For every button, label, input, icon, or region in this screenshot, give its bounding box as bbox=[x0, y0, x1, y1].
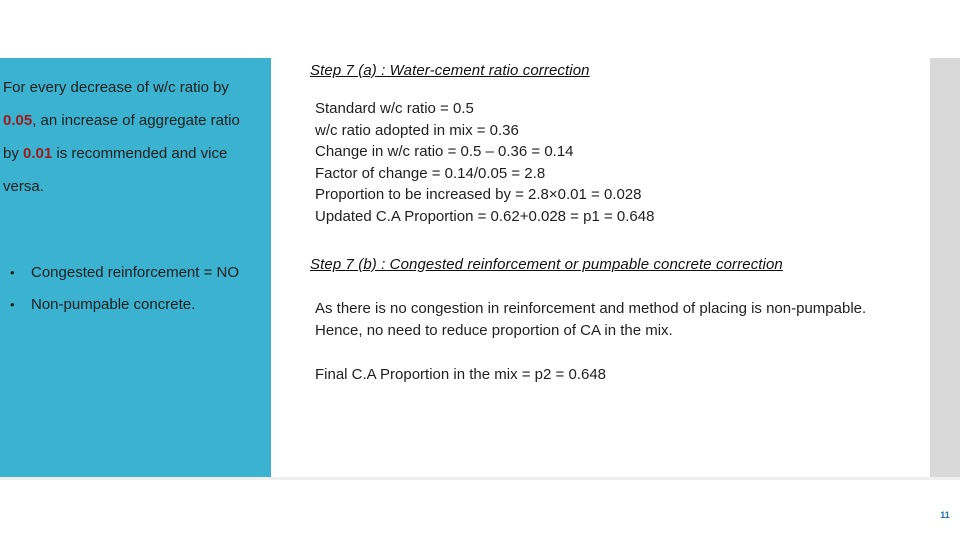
calc-line: Factor of change = 0.14/0.05 = 2.8 bbox=[315, 164, 546, 182]
bullet-text: Congested reinforcement = NO bbox=[31, 264, 240, 281]
calc-line: w/c ratio adopted in mix = 0.36 bbox=[315, 121, 519, 139]
step-7a-calculation bbox=[315, 98, 915, 228]
step-7a-heading: Step 7 (a) : Water-cement ratio correction bbox=[310, 62, 590, 79]
rule-text-line-2 bbox=[3, 111, 269, 131]
rule-text-part: For every decrease of w/c ratio by bbox=[3, 79, 229, 96]
bullet-icon: • bbox=[10, 297, 15, 312]
page-number: 11 bbox=[940, 510, 950, 520]
bullet-item bbox=[10, 294, 272, 326]
rule-text-part: is recommended and vice bbox=[52, 145, 228, 162]
bullet-text: Non-pumpable concrete. bbox=[31, 296, 196, 313]
rule-text-line-4 bbox=[3, 177, 269, 197]
bullet-item bbox=[10, 262, 272, 294]
rule-text-line-1 bbox=[3, 78, 269, 98]
right-side-bar bbox=[930, 58, 960, 480]
calc-line: Updated C.A Proportion = 0.62+0.028 = p1 = 0.648 bbox=[315, 207, 655, 225]
highlight-value-0-05: 0.05 bbox=[3, 112, 33, 129]
rule-text-line-3 bbox=[3, 144, 269, 164]
step-7b-note: As there is no congestion in reinforcement and method of placing is non-pumpable. Hence, no need to reduce proportion of CA in the mix. bbox=[315, 300, 867, 339]
condition-bullet-list bbox=[10, 262, 272, 326]
rule-text-part: by bbox=[3, 145, 24, 162]
rule-text-part: , an increase of aggregate ratio bbox=[32, 112, 240, 129]
rule-text-part: versa. bbox=[3, 178, 44, 195]
final-ca-proportion: Final C.A Proportion in the mix = p2 = 0.648 bbox=[315, 366, 606, 383]
calc-line: Change in w/c ratio = 0.5 – 0.36 = 0.14 bbox=[315, 143, 574, 161]
step-7b-heading: Step 7 (b) : Congested reinforcement or pumpable concrete correction bbox=[310, 256, 783, 273]
calc-line: Standard w/c ratio = 0.5 bbox=[315, 100, 474, 117]
highlight-value-0-01: 0.01 bbox=[23, 145, 53, 162]
bullet-icon: • bbox=[10, 265, 15, 280]
bottom-divider bbox=[0, 477, 960, 480]
calc-line: Proportion to be increased by = 2.8×0.01 = 0.028 bbox=[315, 186, 642, 204]
